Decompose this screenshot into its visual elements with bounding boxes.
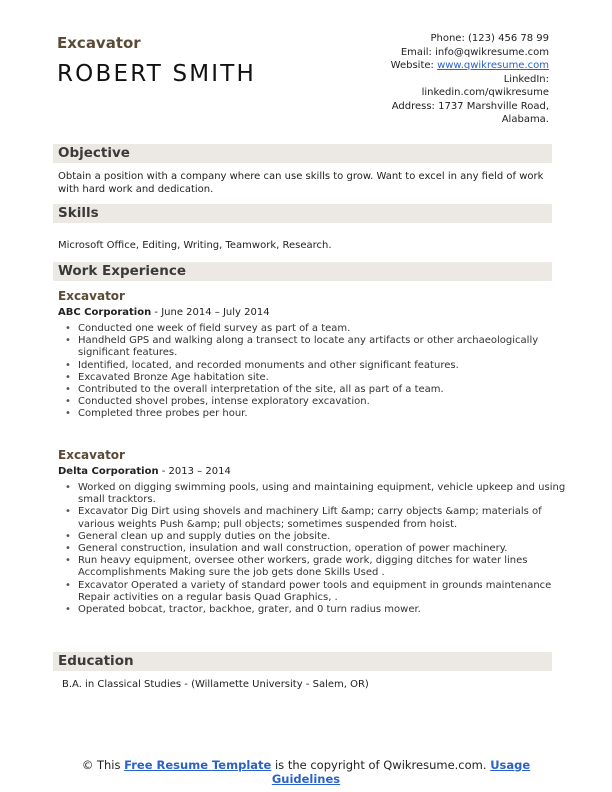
website-label: Website: (390, 60, 434, 71)
list-item: • Operated bobcat, tractor, backhoe, grater, and 0 turn radius mower. (78, 604, 568, 616)
contact-address (349, 100, 549, 114)
list-item: • General clean up and supply duties on the jobsite. (78, 531, 568, 543)
contact-website (349, 59, 549, 73)
address-label: Address: (391, 100, 435, 112)
list-item: • Conducted one week of field survey as part of a team. (78, 323, 568, 335)
list-item: • Contributed to the overall interpretation of the site, all as part of a team. (78, 384, 568, 396)
address-line2: Alabama. (501, 114, 549, 125)
list-item: • Worked on digging swimming pools, using and maintaining equipment, vehicle upkeep and using small tracktors. (78, 482, 568, 506)
list-item: • Excavator Dig Dirt using shovels and machinery Lift &amp; carry objects &amp; materials of various weights Push &amp; pull objects; sometimes suspended from hoist. (78, 506, 568, 530)
job-dates: - June 2014 – July 2014 (151, 307, 270, 318)
skills-text: Microsoft Office, Editing, Writing, Teamwork, Research. (58, 240, 332, 251)
footer-copyright (80, 758, 532, 786)
objective-text: Obtain a position with a company where can use skills to grow. Want to excel in any field of work with hard work and dedication. (58, 171, 544, 195)
job-bullets (58, 482, 568, 616)
list-item: • Identified, located, and recorded monuments and other significant features. (78, 360, 568, 372)
contact-email (349, 46, 549, 60)
list-item: • Run heavy equipment, oversee other workers, grade work, digging ditches for water lines Accomplishments Making sure the job gets done Skills Used . (78, 555, 568, 579)
list-item: • Excavated Bronze Age habitation site. (78, 372, 568, 384)
address-line1: 1737 Marshville Road, (438, 100, 549, 112)
email-label: Email: (400, 46, 432, 58)
experience-heading: Work Experience (58, 263, 186, 279)
footer-prefix: © This (81, 758, 125, 772)
footer-middle: is the copyright of Qwikresume.com. (271, 758, 491, 772)
company-name: Delta Corporation (58, 466, 159, 477)
education-heading: Education (58, 653, 134, 669)
candidate-name: ROBERT SMITH (57, 61, 257, 87)
objective-heading: Objective (58, 145, 130, 161)
free-resume-template-link[interactable]: Free Resume Template (124, 758, 272, 772)
list-item: • Completed three probes per hour. (78, 408, 568, 420)
company-name: ABC Corporation (58, 307, 152, 318)
contact-block (349, 32, 549, 127)
linkedin-value: linkedin.com/qwikresume (421, 87, 549, 98)
website-link[interactable]: www.qwikresume.com (437, 60, 549, 71)
skills-heading: Skills (58, 205, 99, 221)
skills-section-bar (53, 204, 552, 223)
linkedin-label: LinkedIn: (503, 73, 549, 85)
phone-label: Phone: (430, 33, 465, 44)
email-value: info@qwikresume.com (435, 46, 549, 58)
list-item: • General construction, insulation and wall construction, operation of power machinery. (78, 543, 568, 555)
contact-phone (349, 32, 549, 46)
usage-guidelines-link[interactable]: Usage Guidelines (271, 758, 531, 786)
list-item: • Conducted shovel probes, intense exploratory excavation. (78, 396, 568, 408)
resume-job-title: Excavator (57, 34, 141, 52)
phone-value: (123) 456 78 99 (468, 33, 549, 44)
job-company-line (58, 466, 231, 477)
job-bullets (58, 323, 568, 421)
job-company-line (58, 307, 270, 318)
job-title: Excavator (58, 448, 125, 462)
list-item: • Handheld GPS and walking along a transect to locate any artifacts or other archaeologically significant features. (78, 335, 568, 359)
job-dates: - 2013 – 2014 (158, 466, 231, 477)
education-text: B.A. in Classical Studies - (Willamette University - Salem, OR) (62, 679, 369, 690)
list-item: • Excavator Operated a variety of standard power tools and equipment in grounds maintenance Repair activities on a regular basis Quad Graphics, . (78, 580, 568, 604)
job-title: Excavator (58, 289, 125, 303)
